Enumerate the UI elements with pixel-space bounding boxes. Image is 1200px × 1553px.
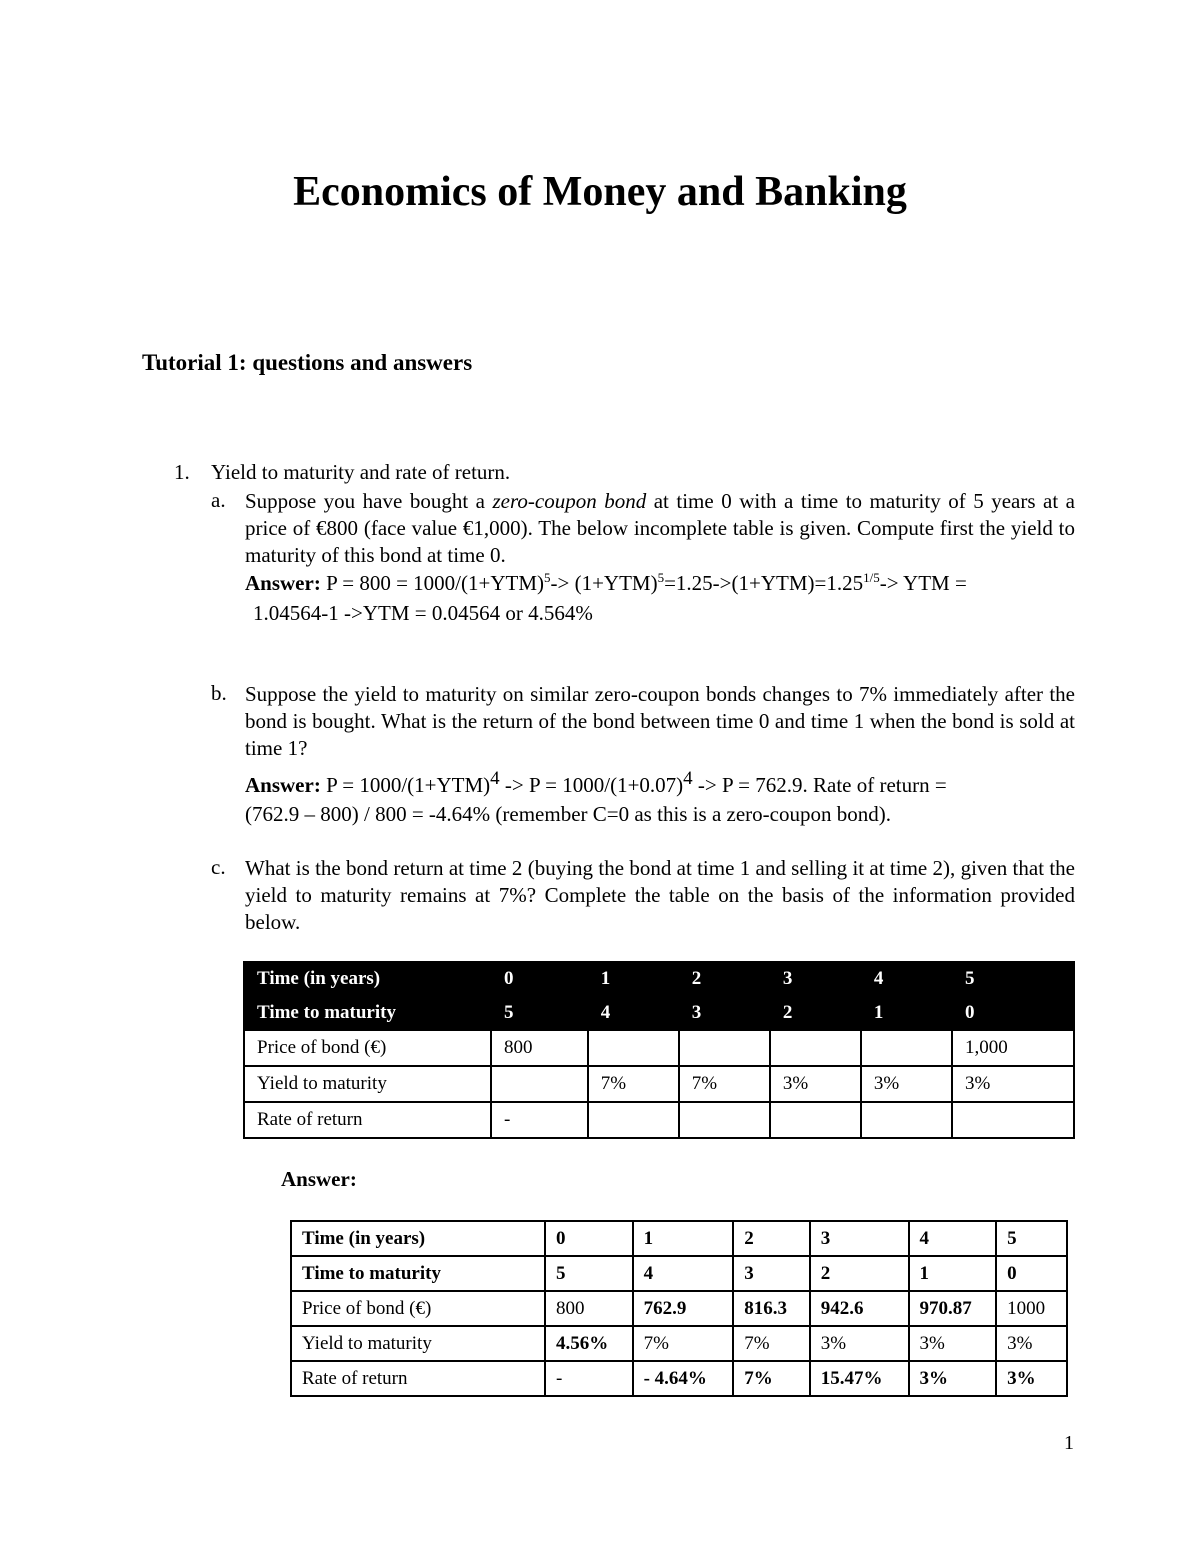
table-cell: 2 — [733, 1221, 809, 1256]
table-cell: 3% — [810, 1326, 909, 1361]
table-cell: 2 — [770, 996, 861, 1030]
table-cell: Time to maturity — [244, 996, 491, 1030]
table-cell: 3% — [861, 1066, 952, 1102]
table-cell: 0 — [952, 996, 1074, 1030]
table-cell: 1 — [909, 1256, 997, 1291]
part-a-label: a. — [211, 488, 226, 512]
table-cell — [770, 1102, 861, 1138]
table-cell: 1 — [861, 996, 952, 1030]
table-cell: Time to maturity — [291, 1256, 545, 1291]
table-cell: 2 — [810, 1256, 909, 1291]
table-row — [244, 996, 1074, 1030]
table-cell: 1 — [588, 962, 679, 996]
part-b-answer-line2: (762.9 – 800) / 800 = -4.64% (remember C=0 as this is a zero-coupon bond). — [245, 802, 891, 826]
table-cell: 0 — [545, 1221, 633, 1256]
table-cell: Time (in years) — [244, 962, 491, 996]
table-cell: 7% — [733, 1326, 809, 1361]
table-cell: 7% — [679, 1066, 770, 1102]
table-cell: 3% — [996, 1361, 1067, 1396]
table-cell: 4 — [909, 1221, 997, 1256]
table-cell: 1 — [633, 1221, 734, 1256]
table-cell — [491, 1066, 588, 1102]
table-cell: 0 — [491, 962, 588, 996]
table-cell: 4 — [588, 996, 679, 1030]
part-a-answer: Answer: $P = 800 = 1000/(1+YTM)^5-> (1+YTM)^5=1.25->(1+YTM)=1.25^{1/5}->$ YTM = — [245, 570, 967, 595]
table-cell: Rate of return — [291, 1361, 545, 1396]
part-c-text: What is the bond return at time 2 (buying the bond at time 1 and selling it at time 2), given that the yield to maturity remains at 7%? Complete the table on the basis of the information provided below. — [245, 856, 1075, 934]
table-cell: - 4.64% — [633, 1361, 734, 1396]
table-cell — [679, 1030, 770, 1066]
table-cell: Time (in years) — [291, 1221, 545, 1256]
table-row — [244, 1066, 1074, 1102]
part-c-label: c. — [211, 855, 226, 879]
table-cell: 7% — [588, 1066, 679, 1102]
table-cell: 5 — [952, 962, 1074, 996]
page-number: 1 — [1064, 1432, 1074, 1454]
table-cell — [588, 1102, 679, 1138]
table-cell: 4.56% — [545, 1326, 633, 1361]
table-cell: 2 — [679, 962, 770, 996]
table-cell — [861, 1030, 952, 1066]
table-cell: 1,000 — [952, 1030, 1074, 1066]
table-cell: 3% — [952, 1066, 1074, 1102]
table-cell: Yield to maturity — [244, 1066, 491, 1102]
answer-table — [290, 1220, 1068, 1397]
question-text: Yield to maturity and rate of return. — [211, 460, 511, 484]
table-cell: 4 — [861, 962, 952, 996]
part-a-answer-line2: 1.04564-1 ->YTM = 0.04564 or 4.564% — [253, 601, 593, 625]
table-cell: Price of bond (€) — [244, 1030, 491, 1066]
table-cell: - — [545, 1361, 633, 1396]
part-b-text: Suppose the yield to maturity on similar zero-coupon bonds changes to 7% immediately after the bond is bought. What is the return of the bond between time 0 and time 1 when the bond is sold at time 1? — [245, 682, 1075, 760]
table-cell: 15.47% — [810, 1361, 909, 1396]
part-b-answer: Answer: $P = 1000/(1+YTM)^4 -> P = 1000/(1+0.07)^4 -> P = 762.9$. Rate of return = — [245, 768, 947, 797]
table-cell: 3% — [770, 1066, 861, 1102]
table-cell: 5 — [545, 1256, 633, 1291]
table-cell — [679, 1102, 770, 1138]
table-cell: 3 — [679, 996, 770, 1030]
subtitle: Tutorial 1: questions and answers — [142, 350, 473, 375]
table-cell: 7% — [733, 1361, 809, 1396]
table-cell: 0 — [996, 1256, 1067, 1291]
table-row — [291, 1361, 1067, 1396]
table-cell: 816.3 — [733, 1291, 809, 1326]
part-b-label: b. — [211, 681, 227, 705]
question-table — [243, 961, 1075, 1139]
table-cell: Price of bond (€) — [291, 1291, 545, 1326]
table-cell: 970.87 — [909, 1291, 997, 1326]
table-cell: - — [491, 1102, 588, 1138]
table-row — [291, 1326, 1067, 1361]
table-cell: 4 — [633, 1256, 734, 1291]
table-row — [291, 1291, 1067, 1326]
table-cell: Yield to maturity — [291, 1326, 545, 1361]
table-cell: 800 — [491, 1030, 588, 1066]
part-a-text: Suppose you have bought a zero-coupon bond at time 0 with a time to maturity of 5 years at a price of €800 (face value €1,000). The below incomplete table is given. Compute first the yield to maturity of this bond at time 0. — [245, 489, 1075, 567]
answer-heading: Answer: — [281, 1167, 357, 1191]
table-cell: 3 — [733, 1256, 809, 1291]
table-cell: Rate of return — [244, 1102, 491, 1138]
table-cell: 942.6 — [810, 1291, 909, 1326]
table-cell: 762.9 — [633, 1291, 734, 1326]
table-cell: 5 — [996, 1221, 1067, 1256]
table-cell — [770, 1030, 861, 1066]
table-cell: 800 — [545, 1291, 633, 1326]
question-number: 1. — [174, 460, 190, 484]
table-cell: 1000 — [996, 1291, 1067, 1326]
page-title: Economics of Money and Banking — [293, 169, 907, 215]
table-cell — [588, 1030, 679, 1066]
table-row — [291, 1256, 1067, 1291]
table-cell: 7% — [633, 1326, 734, 1361]
table-row — [244, 1030, 1074, 1066]
table-cell: 3% — [996, 1326, 1067, 1361]
table-row — [244, 962, 1074, 996]
table-cell: 3 — [770, 962, 861, 996]
table-cell: 5 — [491, 996, 588, 1030]
table-row — [291, 1221, 1067, 1256]
table-cell — [861, 1102, 952, 1138]
table-cell — [952, 1102, 1074, 1138]
table-row — [244, 1102, 1074, 1138]
zero-coupon-emphasis: zero-coupon bond — [492, 489, 647, 513]
table-cell: 3 — [810, 1221, 909, 1256]
table-cell: 3% — [909, 1361, 997, 1396]
table-cell: 3% — [909, 1326, 997, 1361]
